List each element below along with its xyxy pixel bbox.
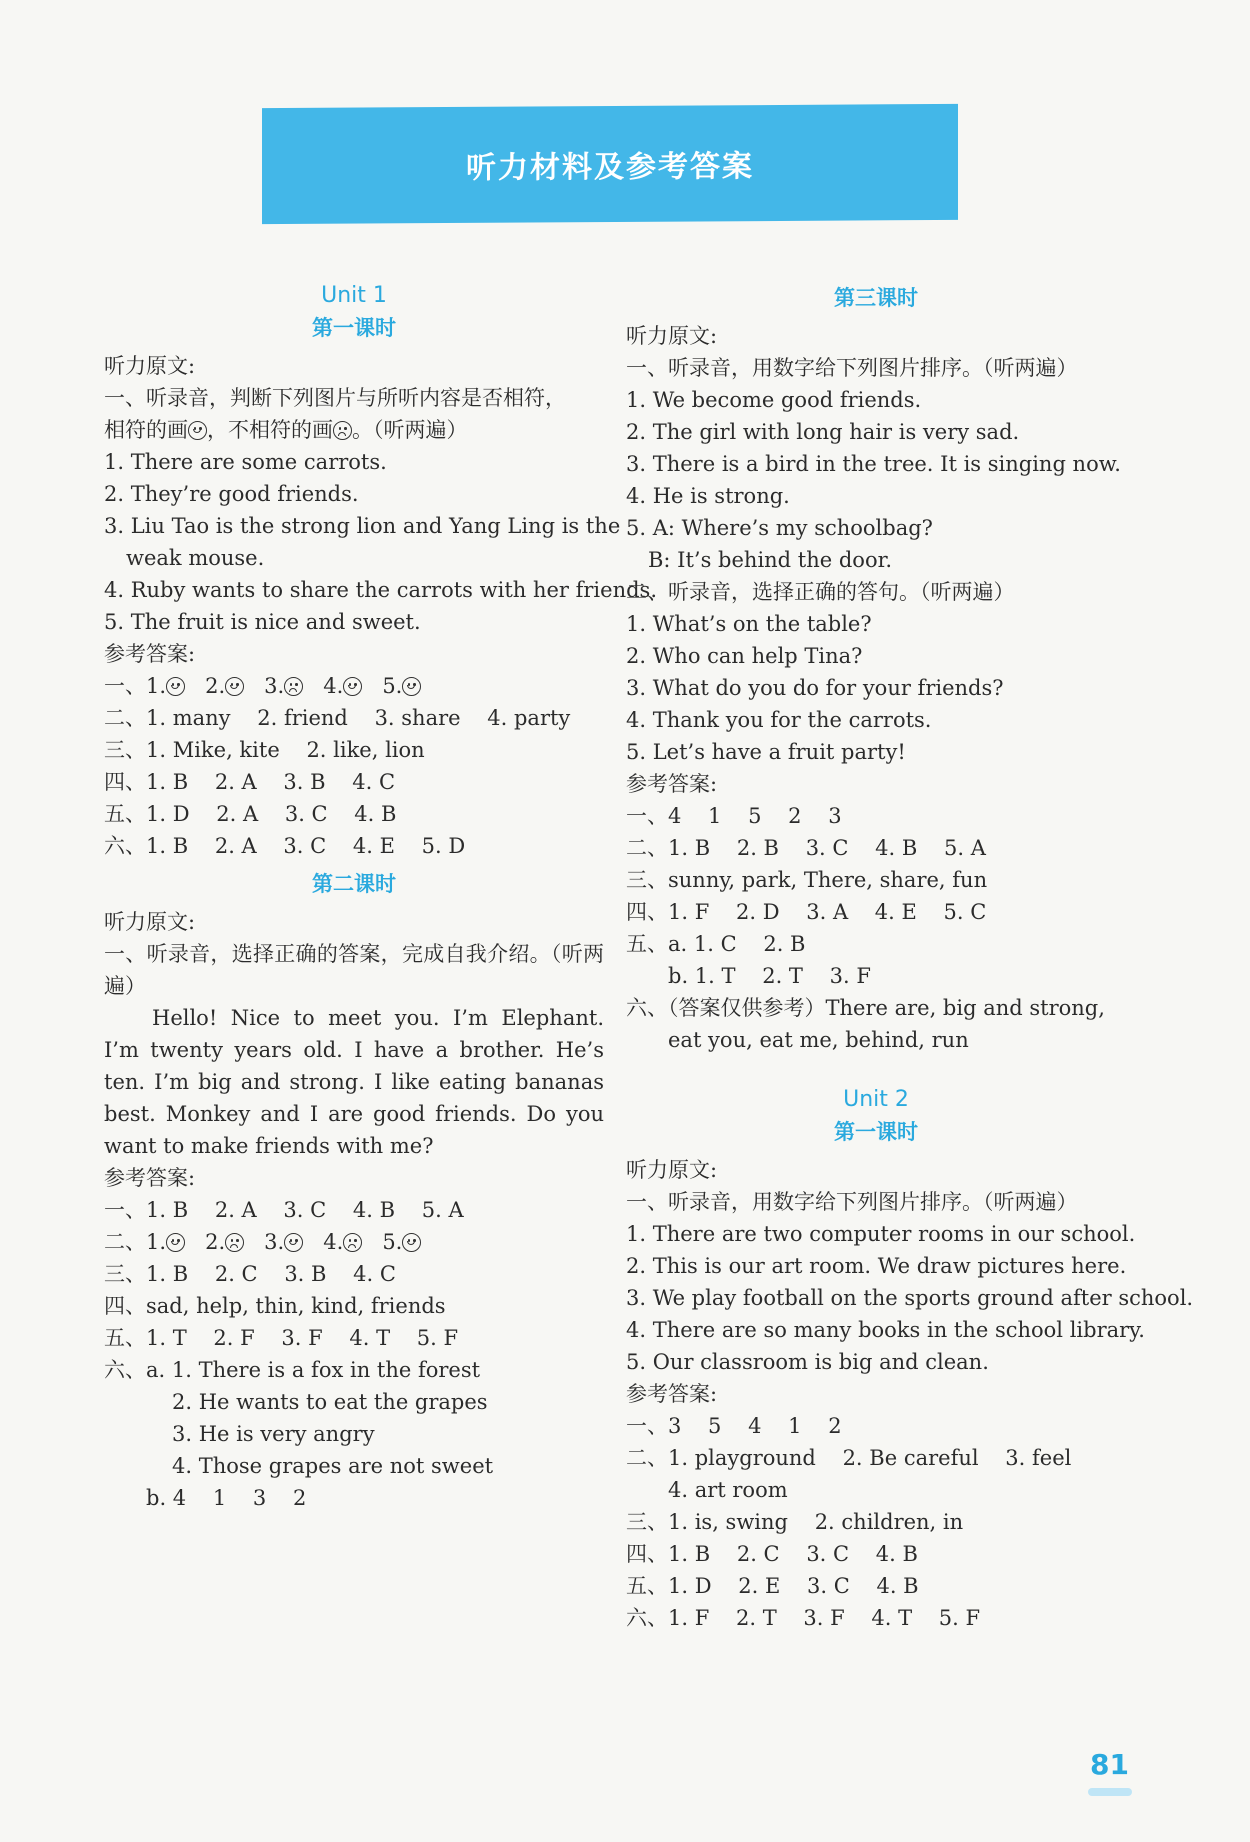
answer-row: 五、1. D 2. A 3. C 4. B [104,802,397,826]
script-item: 5. The fruit is nice and sweet. [104,610,421,634]
answer-row: 三、1. B 2. C 3. B 4. C [104,1262,396,1286]
script-item: 2. Who can help Tina? [626,644,863,668]
answer-row: 一、4 1 5 2 3 [626,804,842,828]
script-item: 4. He is strong. [626,484,790,508]
page-number: 81 [1090,1748,1129,1781]
lesson-3-title: 第三课时 [834,286,918,310]
question-line: 一、听录音，判断下列图片与所听内容是否相符， [104,386,566,410]
sad-face-icon [284,677,303,696]
question-line: 一、听录音，选择正确的答案，完成自我介绍。（听两遍） [104,942,604,998]
answer-row: 一、3 5 4 1 2 [626,1414,842,1438]
answer-row: 五、1. D 2. E 3. C 4. B [626,1574,919,1598]
page-number-underline [1088,1788,1132,1796]
script-label: 听力原文: [104,910,196,934]
script-item: 1. There are two computer rooms in our school. [626,1222,1136,1246]
sad-face-icon [343,1233,362,1252]
answer-row: eat you, eat me, behind, run [668,1028,969,1052]
answer-label: 参考答案: [104,1166,196,1190]
script-item: weak mouse. [126,546,265,570]
answer-row: 4. art room [668,1478,788,1502]
script-item: 3. We play football on the sports ground after school. [626,1286,1194,1310]
script-item: 2. The girl with long hair is very sad. [626,420,1020,444]
script-item: 2. They’re good friends. [104,482,359,506]
answer-row: 二、1. many 2. friend 3. share 4. party [104,706,571,730]
left-column [104,280,657,1514]
answer-faces-row: 二、1. 2. 3. 4. 5. [104,1226,604,1258]
answer-row: 五、a. 1. C 2. B [626,932,806,956]
answer-row: 二、1. B 2. B 3. C 4. B 5. A [626,836,986,860]
question-line: 相符的画 ，不相符的画 。（听两遍） [104,418,468,442]
answer-row: 六、1. F 2. T 3. F 4. T 5. F [626,1606,981,1630]
smile-face-icon [343,677,362,696]
answer-row: b. 1. T 2. T 3. F [668,964,871,988]
sad-face-icon [225,1233,244,1252]
script-item: 1. We become good friends. [626,388,922,412]
answer-row: 4. Those grapes are not sweet [172,1454,494,1478]
answer-row: 三、1. Mike, kite 2. like, lion [104,738,425,762]
script-item: B: It’s behind the door. [648,548,893,572]
script-item: 4. Ruby wants to share the carrots with her friends. [104,578,657,602]
question-line: 一、听录音，用数字给下列图片排序。（听两遍） [626,1190,1078,1214]
smile-face-icon [402,1233,421,1252]
unit-1-title: Unit 1 [321,283,387,308]
passage: Hello! Nice to meet you. I’m Elephant. I’m twenty years old. I have a brother. He’s ten. I’m big and strong. I like eating bananas best. Monkey and I are good friends. Do you want to make friends with me? [104,1006,604,1158]
script-item: 5. A: Where’s my schoolbag? [626,516,933,540]
script-label: 听力原文: [104,354,196,378]
script-label: 听力原文: [626,1158,718,1182]
answer-row: b. 4 1 3 2 [146,1486,307,1510]
answer-row: 2. He wants to eat the grapes [172,1390,488,1414]
answer-row: 六、a. 1. There is a fox in the forest [104,1358,481,1382]
answer-row: 四、sad, help, thin, kind, friends [104,1294,446,1318]
answer-row: 四、1. F 2. D 3. A 4. E 5. C [626,900,987,924]
smile-face-icon [166,1233,185,1252]
answer-row: 一、1. B 2. A 3. C 4. B 5. A [104,1198,464,1222]
answer-row: 四、1. B 2. A 3. B 4. C [104,770,396,794]
unit-2-title: Unit 2 [843,1087,909,1112]
answer-row: 3. He is very angry [172,1422,375,1446]
script-item: 3. What do you do for your friends? [626,676,1004,700]
answer-faces-row: 一、1. 2. 3. 4. 5. [104,670,604,702]
script-item: 1. What’s on the table? [626,612,872,636]
script-item: 3. There is a bird in the tree. It is singing now. [626,452,1121,476]
answer-label: 参考答案: [626,1382,718,1406]
sad-face-icon [333,421,352,440]
smile-face-icon [225,677,244,696]
right-column [626,282,1194,1634]
script-item: 4. There are so many books in the school library. [626,1318,1145,1342]
script-item: 2. This is our art room. We draw pictures here. [626,1254,1127,1278]
lesson-2-title: 第二课时 [312,872,396,896]
script-item: 5. Let’s have a fruit party! [626,740,906,764]
answer-row: 三、sunny, park, There, share, fun [626,868,988,892]
answer-row: 四、1. B 2. C 3. C 4. B [626,1542,918,1566]
question-line: 一、听录音，用数字给下列图片排序。（听两遍） [626,356,1078,380]
answer-label: 参考答案: [626,772,718,796]
smile-face-icon [402,677,421,696]
unit-2-lesson-1-title: 第一课时 [834,1120,918,1144]
smile-face-icon [166,677,185,696]
smile-face-icon [284,1233,303,1252]
section-banner [262,104,958,224]
answer-row: 二、1. playground 2. Be careful 3. feel [626,1446,1072,1470]
question-line: 二、听录音，选择正确的答句。（听两遍） [626,580,1015,604]
script-item: 5. Our classroom is big and clean. [626,1350,989,1374]
script-label: 听力原文: [626,324,718,348]
script-item: 4. Thank you for the carrots. [626,708,932,732]
answer-row: 六、（答案仅供参考）There are, big and strong, [626,996,1105,1020]
smile-face-icon [188,421,207,440]
answer-row: 六、1. B 2. A 3. C 4. E 5. D [104,834,466,858]
answer-row: 三、1. is, swing 2. children, in [626,1510,964,1534]
banner-title: 听力材料及参考答案 [466,149,754,186]
lesson-1-title: 第一课时 [312,316,396,340]
answer-label: 参考答案: [104,642,196,666]
script-item: 3. Liu Tao is the strong lion and Yang Ling is the [104,514,621,538]
script-item: 1. There are some carrots. [104,450,387,474]
answer-row: 五、1. T 2. F 3. F 4. T 5. F [104,1326,459,1350]
